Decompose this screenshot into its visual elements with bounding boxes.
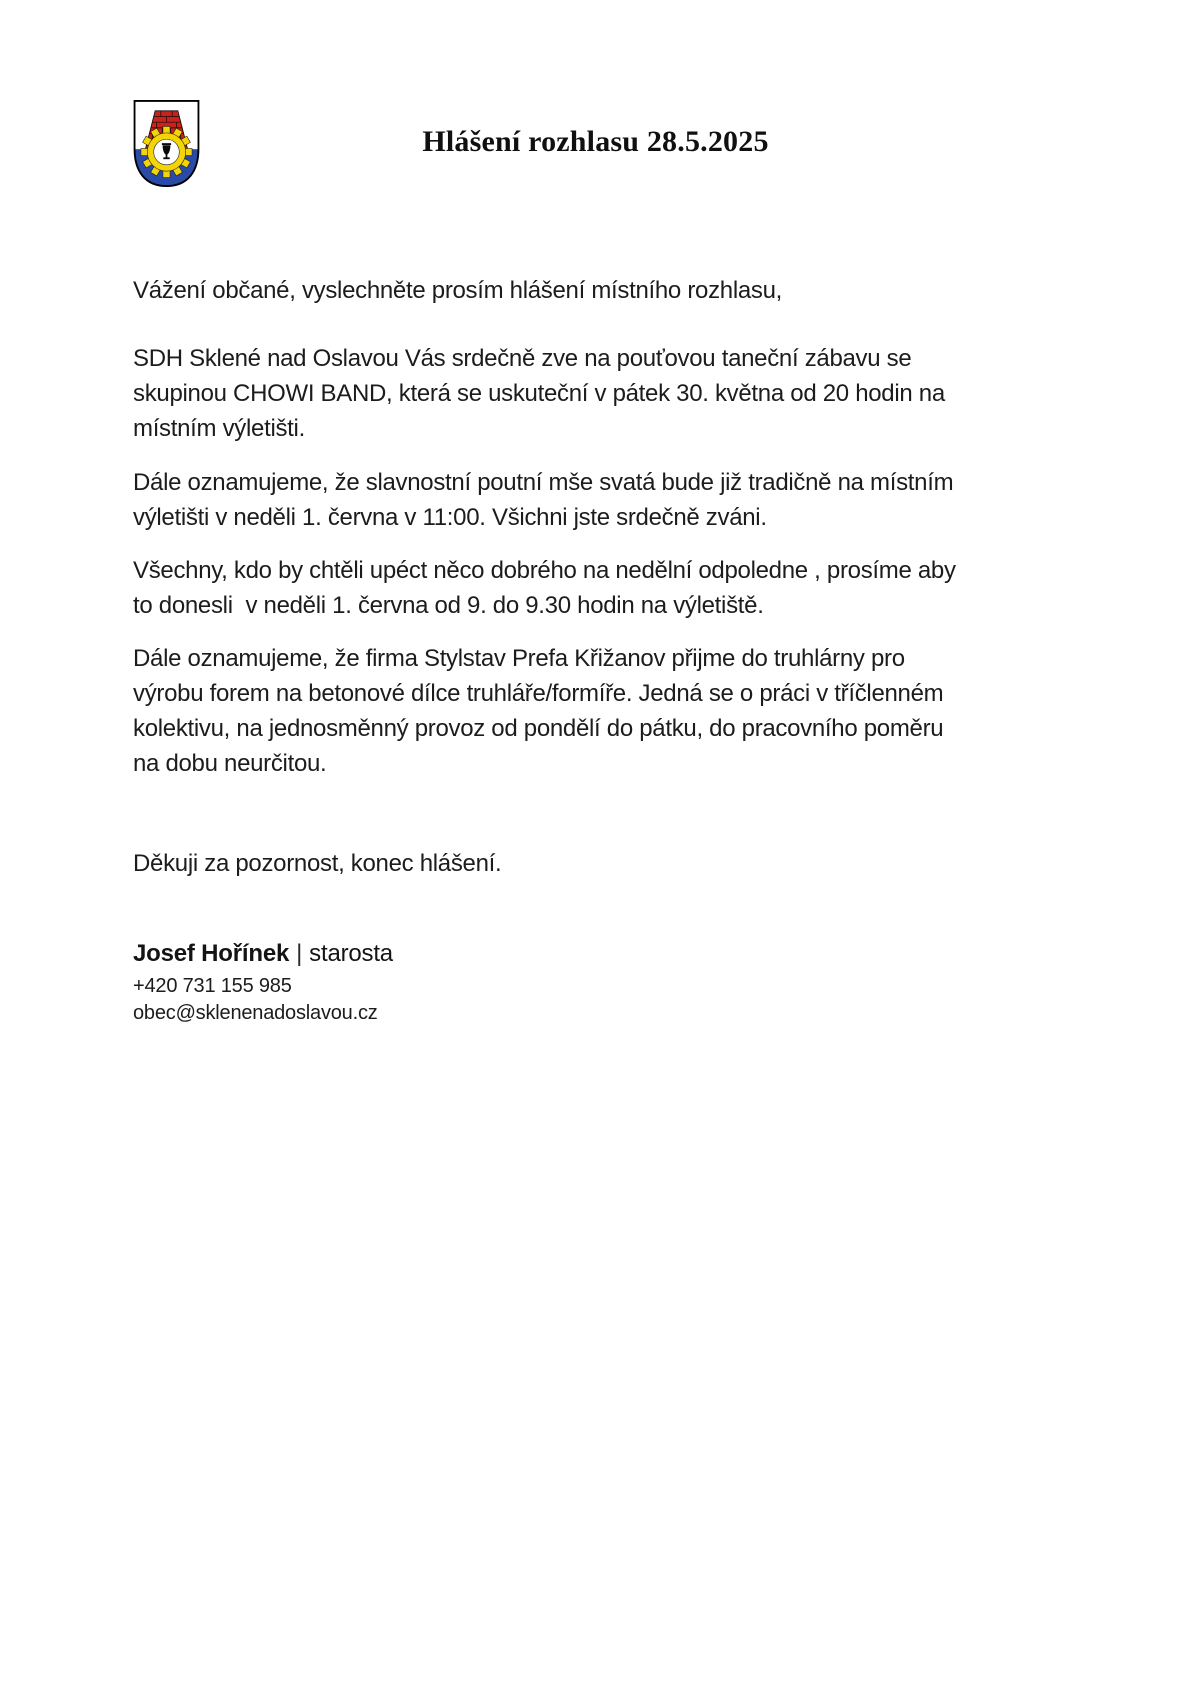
text-line: Vážení občané, vyslechněte prosím hlášení místního rozhlasu, bbox=[133, 277, 783, 304]
text-line: výrobu forem na betonové dílce truhláře/formíře. Jedná se o práci v tříčlenném bbox=[133, 680, 944, 707]
text-line: Dále oznamujeme, že slavnostní poutní mše svatá bude již tradičně na místním bbox=[133, 469, 954, 496]
paragraph-mass-announcement bbox=[133, 465, 1053, 535]
text-line: SDH Sklené nad Oslavou Vás srdečně zve na pouťovou taneční zábavu se bbox=[133, 345, 912, 372]
contact-block bbox=[133, 973, 1053, 1027]
text-line: skupinou CHOWI BAND, která se uskuteční v pátek 30. května od 20 hodin na bbox=[133, 380, 945, 407]
announcement-body bbox=[133, 273, 1053, 1027]
paragraph-closing bbox=[133, 846, 1053, 881]
text-line: Všechny, kdo by chtěli upéct něco dobrého na nedělní odpoledne , prosíme aby bbox=[133, 557, 956, 584]
text-line: místním výletišti. bbox=[133, 415, 305, 442]
paragraph-job-offer bbox=[133, 641, 1053, 781]
text-line: výletišti v neděli 1. června v 11:00. Všichni jste srdečně zváni. bbox=[133, 504, 767, 531]
text-line: to donesli v neděli 1. června od 9. do 9.30 hodin na výletiště. bbox=[133, 592, 764, 619]
signature-line bbox=[133, 936, 1053, 971]
text-line: kolektivu, na jednosměnný provoz od pondělí do pátku, do pracovního poměru bbox=[133, 715, 944, 742]
paragraph-greeting bbox=[133, 273, 1053, 308]
text-line: na dobu neurčitou. bbox=[133, 750, 327, 777]
page-title: Hlášení rozhlasu 28.5.2025 bbox=[422, 125, 769, 158]
paragraph-baking-request bbox=[133, 553, 1053, 623]
signature-separator: | bbox=[296, 940, 303, 967]
phone-number: +420 731 155 985 bbox=[133, 975, 292, 997]
text-line: Děkuji za pozornost, konec hlášení. bbox=[133, 850, 502, 877]
text-line: Dále oznamujeme, že firma Stylstav Prefa Křižanov přijme do truhlárny pro bbox=[133, 645, 905, 672]
email-address: obec@sklenenadoslavou.cz bbox=[133, 1002, 378, 1024]
paragraph-dance-event bbox=[133, 341, 1053, 446]
signatory-name: Josef Hořínek bbox=[133, 940, 290, 967]
signatory-role: starosta bbox=[309, 940, 393, 967]
